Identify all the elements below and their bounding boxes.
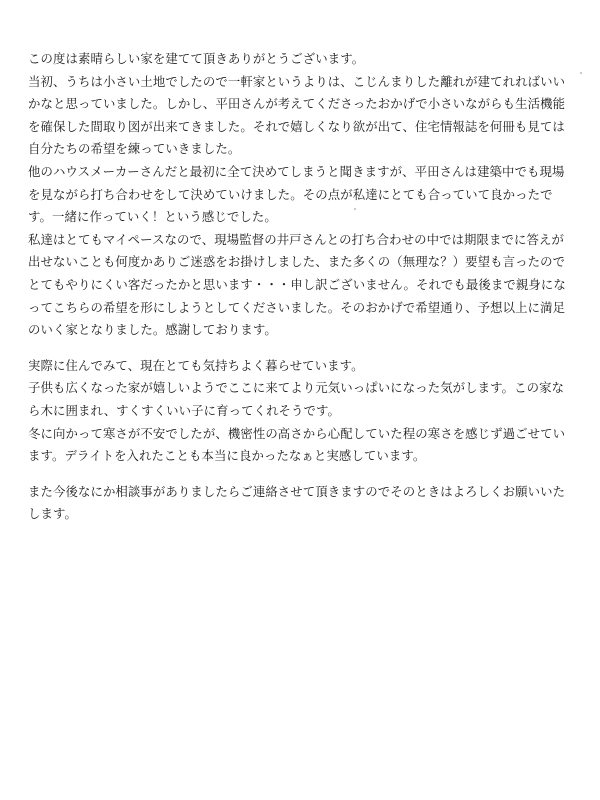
letter-greeting: この度は素晴らしい家を建てて頂きありがとうございます。 xyxy=(28,51,365,66)
letter-paragraph-winter: 冬に向かって寒さが不安でしたが、機密性の高さから心配していた程の寒さを感じず過ごせています。デライトを入れたことも本当に良かったなぁと実感しています。 xyxy=(28,425,566,464)
paragraph-spacer xyxy=(28,468,574,481)
letter-paragraph-initial-plan: 当初、うちは小さい土地でしたので一軒家というよりは、こじんまりした離れが建てれればいいかなと思っていました。しかし、平田さんが考えてくださったおかげで小さいながらも生活機能を確保した間取り図が出来てきました。それで嬉しくなり欲が出て、住宅情報誌を何冊も見ては自分たちの希望を練っていきました。 xyxy=(28,73,566,157)
letter-body xyxy=(28,48,574,526)
scan-speck xyxy=(354,208,356,210)
paragraph-spacer xyxy=(28,342,574,355)
letter-paragraph-living: 実際に住んでみて、現在とても気持ちよく暮らせています。 xyxy=(28,357,364,373)
letter-paragraph-meetings: 他のハウスメーカーさんだと最初に全て決めてしまうと聞きますが、平田さんは建築中でも現場を見ながら打ち合わせをして決めていけました。その点が私達にとても合っていて良かったです。一緒に作っていく！という感じでした。 xyxy=(28,163,565,225)
scan-speck xyxy=(580,72,582,74)
letter-closing: また今後なにか相談事がありましたらご連絡させて頂きますのでそのときはよろしくお願いいたします。 xyxy=(28,483,566,522)
letter-paragraph-children: 子供も広くなった家が嬉しいようでここに来てより元気いっぱいになった気がします。この家なら木に囲まれ、すくすくいい子に育ってくれそうです。 xyxy=(28,380,565,418)
letter-paragraph-site-supervisor: 私達はとてもマイペースなので、現場監督の井戸さんとの打ち合わせの中では期限までに答えが出せないことも何度かありご迷惑をお掛けしました、また多くの（無理な？）要望も言ったのでとてもやりにくい客だったかと思います・・・申し訳ございません。それでも最後まで親身になってこちらの希望を形にしようとしてくださいました。そのおかげで希望通り、予想以上に満足のいく家となりました。感謝しております。 xyxy=(28,231,566,338)
